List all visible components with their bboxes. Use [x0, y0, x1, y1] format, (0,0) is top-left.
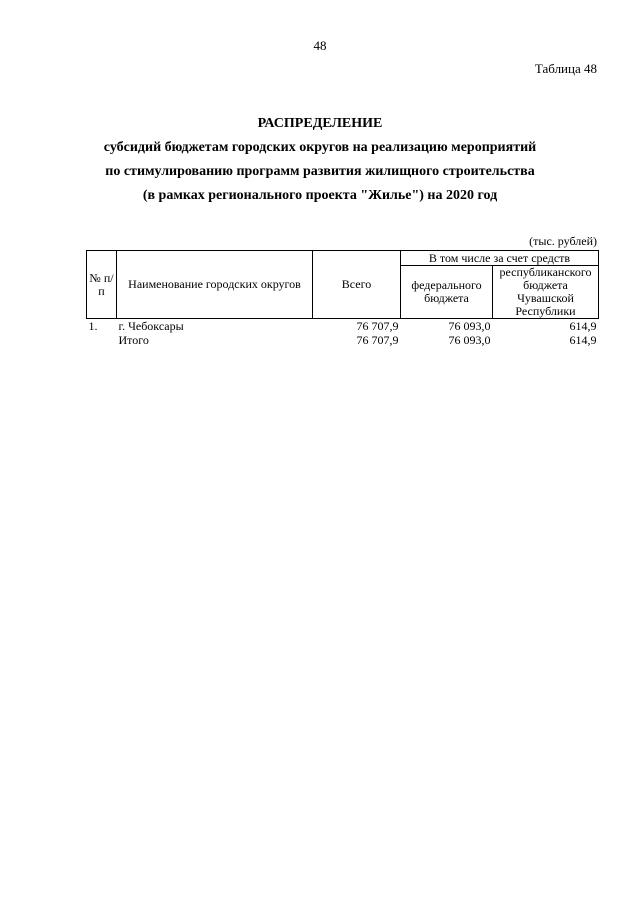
row-total: 76 707,9 [356, 333, 399, 347]
header-name: Наименование городских округов [117, 251, 313, 319]
row-name: Итого [118, 333, 149, 347]
row-number [87, 333, 117, 347]
title-line-1: РАСПРЕДЕЛЕНИЕ [257, 116, 383, 131]
table-row [87, 333, 599, 347]
title-line-3: по стимулированию программ развития жилищного строительства [105, 164, 535, 179]
row-total: 76 707,9 [356, 319, 399, 333]
table-label: Таблица 48 [534, 61, 597, 76]
row-federal: 76 093,0 [448, 319, 491, 333]
row-republic: 614,9 [569, 333, 597, 347]
header-total: Всего [313, 251, 401, 319]
row-number: 1. [88, 319, 98, 333]
subsidy-table [86, 250, 599, 347]
row-federal: 76 093,0 [448, 333, 491, 347]
units-label: (тыс. рублей) [529, 234, 597, 248]
row-republic: 614,9 [569, 319, 597, 333]
row-name: г. Чебоксары [118, 319, 184, 333]
title-line-4: (в рамках регионального проекта "Жилье") на 2020 год [142, 188, 498, 203]
header-federal: федерального бюджета [401, 266, 493, 319]
title-line-2: субсидий бюджетам городских округов на реализацию мероприятий [103, 140, 537, 155]
header-republic: республиканского бюджета Чувашской Республики [493, 266, 599, 319]
page-number: 48 [313, 38, 327, 53]
header-including: В том числе за счет средств [401, 251, 599, 266]
document-title [60, 112, 580, 208]
table-row [87, 319, 599, 334]
header-number: № п/п [87, 251, 117, 319]
